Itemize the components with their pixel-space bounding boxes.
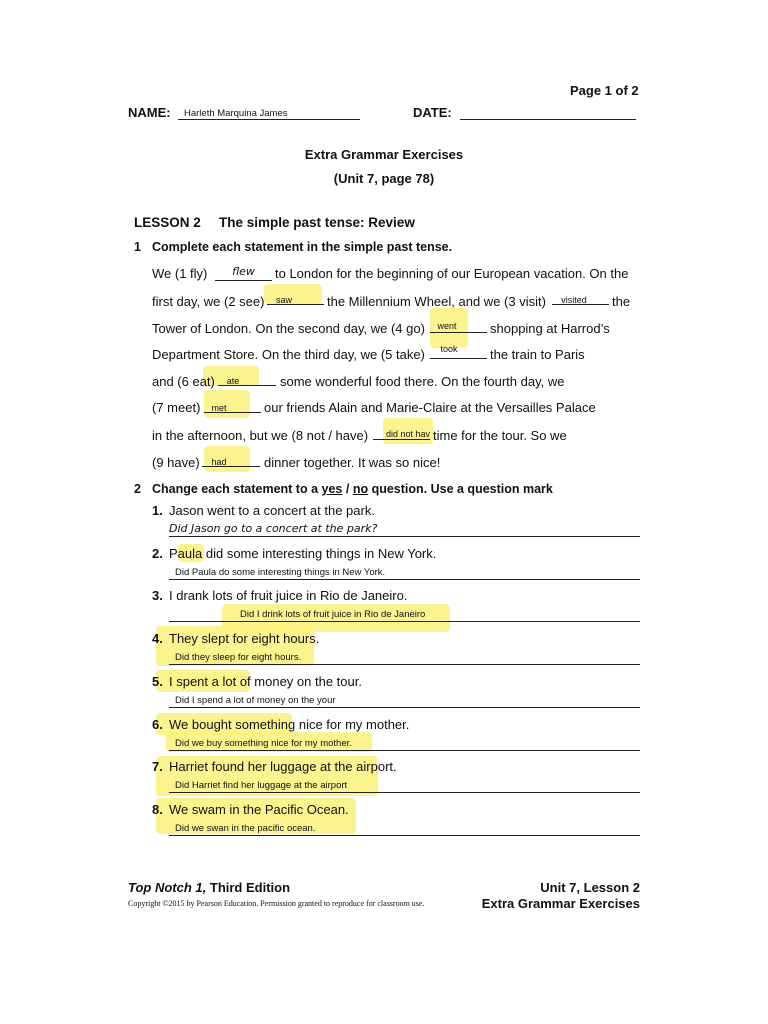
exercise-2-number: 2 bbox=[134, 482, 141, 496]
question-number: 3. bbox=[152, 588, 163, 603]
exercise-1-instruction: Complete each statement in the simple past tense. bbox=[152, 240, 453, 254]
question-statement: Paula did some interesting things in New York. bbox=[169, 546, 437, 561]
question-statement: We bought something nice for my mother. bbox=[169, 717, 410, 732]
question-statement: I spent a lot of money on the tour. bbox=[169, 674, 362, 689]
date-label: DATE: bbox=[413, 105, 452, 120]
answer-9[interactable]: had bbox=[211, 457, 227, 467]
name-field[interactable]: Harleth Marquina James bbox=[184, 108, 288, 119]
exercise-2-instruction: Change each statement to a yes / no question. Use a question mark bbox=[152, 482, 553, 496]
answer-field[interactable]: Did they sleep for eight hours. bbox=[175, 652, 302, 663]
question-number: 1. bbox=[152, 503, 163, 518]
ex1-line7-start: in the afternoon, but we (8 not / have) bbox=[152, 428, 369, 443]
ex1-line3-start: Tower of London. On the second day, we (4 go) bbox=[152, 321, 425, 336]
ex1-line4-end: the train to Paris bbox=[490, 347, 585, 362]
name-label: NAME: bbox=[128, 105, 171, 120]
lesson-heading: LESSON 2 bbox=[134, 215, 201, 230]
question-statement: We swam in the Pacific Ocean. bbox=[169, 802, 349, 817]
answer-6[interactable]: ate bbox=[226, 376, 240, 386]
question-number: 7. bbox=[152, 759, 163, 774]
ex1-line1-end: to London for the beginning of our European vacation. On the bbox=[275, 266, 629, 281]
question-number: 8. bbox=[152, 802, 163, 817]
answer-3[interactable]: visited bbox=[561, 295, 587, 305]
ex1-line5-end: some wonderful food there. On the fourth day, we bbox=[280, 374, 565, 389]
answer-field[interactable]: Did we buy something nice for my mother. bbox=[175, 738, 352, 749]
ex1-line7-end: time for the tour. So we bbox=[433, 428, 567, 443]
question-statement: Harriet found her luggage at the airport. bbox=[169, 759, 397, 774]
page-title: Extra Grammar Exercises bbox=[304, 147, 464, 162]
question-number: 4. bbox=[152, 631, 163, 646]
answer-field[interactable]: Did I drink lots of fruit juice in Rio de Janeiro bbox=[240, 609, 426, 620]
exercise-1-number: 1 bbox=[134, 240, 141, 254]
ex1-line3-end: shopping at Harrod’s bbox=[490, 321, 610, 336]
ex1-line1-start: We (1 fly) bbox=[152, 266, 208, 281]
footer-unit: Unit 7, Lesson 2 bbox=[540, 880, 640, 895]
footer-book: Top Notch 1, Third Edition bbox=[128, 880, 291, 895]
answer-5[interactable]: took bbox=[440, 344, 458, 354]
ex1-line2-mid: the Millennium Wheel, and we (3 visit) bbox=[327, 294, 546, 309]
question-number: 2. bbox=[152, 546, 163, 561]
answer-field[interactable]: Did I spend a lot of money on the your bbox=[175, 695, 336, 706]
ex1-line5-start: and (6 eat) bbox=[152, 374, 215, 389]
question-number: 6. bbox=[152, 717, 163, 732]
answer-field[interactable]: Did we swan in the pacific ocean. bbox=[175, 823, 316, 834]
ex1-line2-start: first day, we (2 see) bbox=[152, 294, 265, 309]
answer-field[interactable]: Did Paula do some interesting things in New York. bbox=[175, 567, 386, 578]
answer-2[interactable]: saw bbox=[275, 295, 292, 305]
question-statement: I drank lots of fruit juice in Rio de Janeiro. bbox=[169, 588, 408, 603]
question-statement: They slept for eight hours. bbox=[169, 631, 320, 646]
answer-1[interactable]: flew bbox=[232, 265, 255, 278]
question-statement: Jason went to a concert at the park. bbox=[169, 503, 375, 518]
ex1-line6-start: (7 meet) bbox=[152, 400, 201, 415]
footer-copyright: Copyright ©2015 by Pearson Education. Permission granted to reproduce for classroom use. bbox=[128, 899, 425, 908]
question-number: 5. bbox=[152, 674, 163, 689]
ex1-line6-end: our friends Alain and Marie-Claire at the Versailles Palace bbox=[264, 400, 596, 415]
answer-4[interactable]: went bbox=[437, 321, 457, 331]
page-subtitle: (Unit 7, page 78) bbox=[333, 171, 435, 186]
footer-section: Extra Grammar Exercises bbox=[481, 896, 640, 911]
answer-8[interactable]: did not hav bbox=[385, 429, 431, 439]
ex1-line8-end: dinner together. It was so nice! bbox=[264, 455, 441, 470]
answer-field[interactable]: Did Harriet find her luggage at the airport bbox=[175, 780, 348, 791]
answer-7[interactable]: met bbox=[211, 403, 227, 413]
lesson-topic: The simple past tense: Review bbox=[219, 215, 415, 230]
ex1-line4-start: Department Store. On the third day, we (5 take) bbox=[152, 347, 425, 362]
answer-field[interactable]: Did Jason go to a concert at the park? bbox=[169, 522, 378, 535]
ex1-line2-end: the bbox=[612, 294, 631, 309]
ex1-line8-start: (9 have) bbox=[152, 455, 200, 470]
page-number: Page 1 of 2 bbox=[570, 83, 639, 98]
